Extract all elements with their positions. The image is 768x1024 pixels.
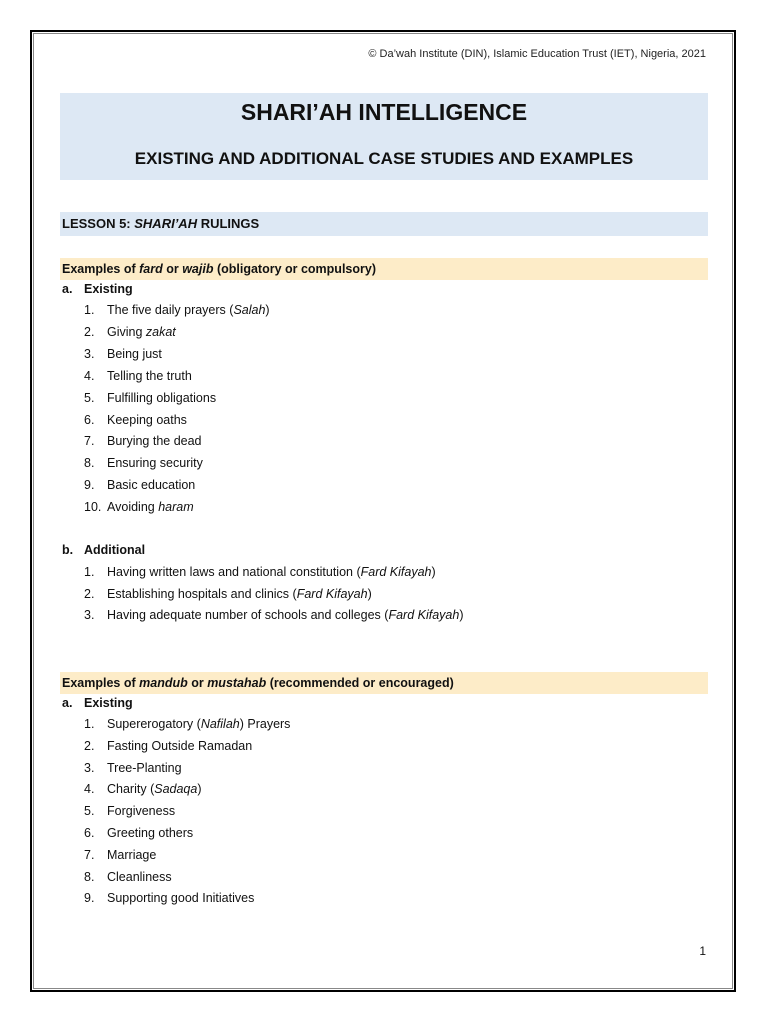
list-item-text: Keeping oaths: [107, 412, 187, 427]
list-item-text: Fasting Outside Ramadan: [107, 738, 253, 753]
document-subtitle: EXISTING AND ADDITIONAL CASE STUDIES AND EXAMPLES: [134, 149, 634, 168]
list-item-text-after: ): [431, 565, 436, 579]
list-item-text: Establishing hospitals and clinics (: [107, 586, 297, 601]
list-item: [84, 413, 187, 427]
list-item-number: 3.: [84, 346, 95, 361]
list-item: [84, 325, 176, 339]
list-item-text-after: ): [197, 782, 202, 797]
list-item: [84, 826, 193, 840]
list-item-term: Sadaqa: [154, 782, 198, 797]
list-item-number: 9.: [84, 891, 95, 906]
list-item: [84, 587, 372, 601]
list-item-number: 7.: [84, 434, 95, 449]
list-item-text: Fulfilling obligations: [107, 390, 217, 405]
list-item-term: haram: [158, 500, 194, 515]
list-item: [84, 739, 252, 753]
list-item-text: Basic education: [107, 478, 196, 493]
list-item: [84, 369, 192, 383]
sublist-label: Existing: [84, 696, 133, 710]
fard-existing-label: [62, 282, 133, 296]
heading-term: wajib: [182, 262, 214, 276]
list-item-text: Forgiveness: [107, 804, 176, 819]
list-item-number: 3.: [84, 760, 95, 775]
list-item-text: The five daily prayers (: [107, 303, 234, 317]
list-item: [84, 870, 172, 884]
list-letter: a.: [62, 282, 73, 296]
copyright-notice: © Da’wah Institute (DIN), Islamic Education Trust (IET), Nigeria, 2021: [368, 48, 706, 60]
list-item-text: Supporting good Initiatives: [107, 891, 255, 906]
list-item: [84, 761, 182, 775]
list-item: [84, 848, 156, 862]
list-item: [84, 456, 203, 470]
list-item-text: Supererogatory (: [107, 717, 201, 731]
list-item-text: Telling the truth: [107, 368, 192, 383]
list-item-term: Nafilah: [200, 717, 240, 731]
list-item: [84, 347, 162, 361]
list-item-text-after: ): [367, 586, 372, 601]
list-item-text: Marriage: [107, 847, 157, 862]
list-item-number: 2.: [84, 324, 95, 339]
list-item-number: 6.: [84, 826, 95, 840]
list-item-text: Avoiding: [107, 500, 159, 515]
list-item-text: Charity (: [107, 782, 155, 797]
list-item-term: Fard Kifayah: [388, 608, 460, 622]
list-item-text: Having written laws and national constitution (: [107, 565, 361, 579]
list-item-text-after: ): [265, 303, 270, 317]
sublist-label: Additional: [84, 543, 146, 557]
list-item-number: 7.: [84, 847, 95, 862]
list-item-number: 8.: [84, 869, 95, 884]
list-item: [84, 303, 270, 317]
mandub-existing-label: [62, 696, 133, 710]
list-item-number: 1.: [84, 565, 95, 579]
list-item-number: 6.: [84, 412, 95, 427]
title-block: [60, 93, 708, 180]
list-item: [84, 804, 175, 818]
list-item: [84, 565, 436, 579]
list-item-text: Being just: [107, 346, 162, 361]
list-item-term: zakat: [145, 324, 176, 339]
list-item: [84, 500, 194, 514]
list-item-number: 2.: [84, 586, 95, 601]
lesson-emphasis: SHARI’AH: [134, 216, 198, 231]
list-letter: b.: [62, 543, 74, 557]
list-item-number: 3.: [84, 608, 95, 622]
lesson-suffix: RULINGS: [197, 216, 260, 231]
heading-term: mandub: [139, 676, 188, 690]
list-item-text: Greeting others: [107, 826, 194, 840]
list-item-number: 2.: [84, 738, 95, 753]
fard-section-heading: [60, 258, 708, 280]
heading-text: or: [162, 262, 183, 276]
page-number: 1: [699, 944, 706, 958]
mandub-section-heading: [60, 672, 708, 694]
list-item-text: Ensuring security: [107, 456, 203, 471]
sublist-label: Existing: [84, 282, 133, 296]
list-item: [84, 608, 463, 622]
heading-text: Examples of: [62, 262, 140, 276]
list-item: [84, 434, 202, 448]
heading-text: or: [187, 676, 208, 690]
heading-text: Examples of: [62, 676, 140, 690]
list-item-text: Giving: [107, 324, 146, 339]
list-item: [84, 717, 290, 731]
list-item-number: 5.: [84, 390, 95, 405]
list-item-number: 1.: [84, 303, 95, 317]
list-item-number: 4.: [84, 368, 95, 383]
list-item-number: 4.: [84, 782, 95, 797]
list-item-number: 10.: [84, 500, 102, 515]
heading-term: mustahab: [207, 676, 267, 690]
list-item-number: 9.: [84, 478, 95, 493]
fard-additional-label: [62, 543, 145, 557]
list-item-term: Salah: [233, 303, 266, 317]
list-item: [84, 478, 195, 492]
list-item: [84, 782, 202, 796]
list-item-number: 1.: [84, 717, 95, 731]
list-item-text-after: ) Prayers: [239, 717, 291, 731]
list-item-number: 5.: [84, 804, 95, 819]
list-item-term: Fard Kifayah: [296, 586, 368, 601]
list-item: [84, 391, 216, 405]
list-item: [84, 891, 254, 905]
list-item-text: Tree-Planting: [107, 760, 182, 775]
list-item-text: Cleanliness: [107, 869, 172, 884]
lesson-heading: [60, 212, 708, 236]
list-item-text-after: ): [459, 608, 464, 622]
document-title: SHARI’AH INTELLIGENCE: [240, 99, 528, 125]
heading-text: (recommended or encouraged): [266, 676, 454, 690]
heading-text: (obligatory or compulsory): [213, 262, 376, 276]
list-item-text: Having adequate number of schools and colleges (: [107, 608, 389, 622]
heading-term: fard: [139, 262, 163, 276]
lesson-prefix: LESSON 5:: [62, 216, 135, 231]
list-item-number: 8.: [84, 456, 95, 471]
list-item-term: Fard Kifayah: [360, 565, 432, 579]
list-item-text: Burying the dead: [107, 434, 202, 449]
list-letter: a.: [62, 696, 73, 710]
